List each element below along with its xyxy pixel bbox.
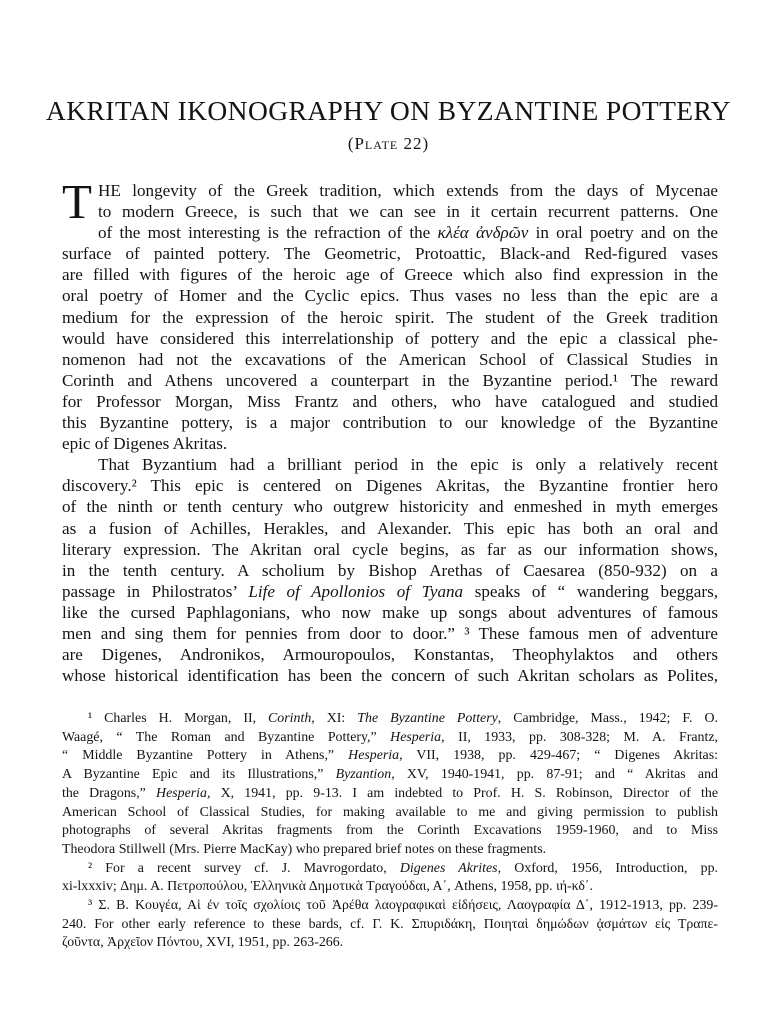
- text-line: as a fusion of Achilles, Herakles, and Alexander. This epic has both an oral and: [62, 518, 718, 538]
- text-line: for Professor Morgan, Miss Frantz and others, who have catalogued and studied: [62, 391, 718, 411]
- text-line: of the ninth or tenth century who outgrew historicity and enmeshed in myth emerges: [62, 497, 718, 517]
- footnote-line: A Byzantine Epic and its Illustrations,” Byzantion, XV, 1940-1941, pp. 87-91; and “ Akritas and: [62, 767, 718, 783]
- article-title: AKRITAN IKONOGRAPHY ON BYZANTINE POTTERY: [46, 95, 731, 126]
- footnote-line: Theodora Stillwell (Mrs. Pierre MacKay) who prepared brief notes on these fragments.: [62, 841, 547, 857]
- plate-reference: (Plate 22): [347, 134, 430, 153]
- text-line: oral poetry of Homer and the Cyclic epics. Thus vases no less than the epic are a: [62, 286, 718, 306]
- text-line: would have considered this interrelationship of pottery and the epic a classical phe-: [62, 328, 718, 348]
- footnote-line: American School of Classical Studies, for making available to me and giving permission to publish: [62, 804, 718, 820]
- text-line: are Digenes, Andronikos, Armouropoulos, Konstantas, Theophylaktos and others: [62, 645, 718, 665]
- text-line: this Byzantine pottery, is a major contribution to our knowledge of the Byzantine: [62, 413, 718, 433]
- footnote-line: photographs of several Akritas fragments from the Corinth Excavations 1959-1960, and to Miss: [62, 823, 718, 839]
- book-title: Life of Apollonios of Tyana: [248, 581, 464, 601]
- article-body: [62, 174, 718, 686]
- text-line: literary expression. The Akritan oral cycle begins, as far as our information shows,: [62, 539, 718, 559]
- footnote-line: ² For a recent survey cf. J. Mavrogordato, Digenes Akrites, Oxford, 1956, Introduction, pp.: [88, 860, 718, 876]
- text-line: whose historical identification has been the concern of such Akritan scholars as Polites,: [62, 666, 718, 686]
- text-line: nomenon had not the excavations of the American School of Classical Studies in: [62, 349, 718, 369]
- text-line: That Byzantium had a brilliant period in the epic is only a relatively recent: [98, 455, 718, 475]
- text-line: medium for the expression of the heroic spirit. The student of the Greek tradition: [62, 307, 718, 327]
- text-line: of the most interesting is the refraction of the κλέα ἀνδρῶν in oral poetry and on the: [98, 223, 718, 243]
- text-line: HE longevity of the Greek tradition, which extends from the days of Mycenae: [98, 181, 718, 200]
- text-line: surface of painted pottery. The Geometric, Protoattic, Black-and Red-figured vases: [62, 244, 718, 264]
- greek-phrase: κλέα ἀνδρῶν: [437, 223, 529, 243]
- footnote-line: “ Middle Byzantine Pottery in Athens,” Hesperia, VII, 1938, pp. 429-467; “ Digenes Akritas:: [62, 748, 718, 764]
- footnote-line: ¹ Charles H. Morgan, II, Corinth, XI: The Byzantine Pottery, Cambridge, Mass., 1942; F. O.: [88, 711, 718, 726]
- text-line: men and sing them for pennies from door to door.” ³ These famous men of adventure: [62, 623, 718, 643]
- text-line: to modern Greece, is such that we can see in it certain recurrent patterns. One: [98, 202, 718, 222]
- footnote-line: 240. For other early reference to these bards, cf. Γ. Κ. Σπυριδάκη, Ποιηταὶ δημώδων ᾀσμάτων εἰς Τραπε-: [62, 916, 719, 932]
- text-line: like the cursed Paphlagonians, who now make up songs about adventures of famous: [62, 602, 718, 622]
- text-line: Corinth and Athens uncovered a counterpart in the Byzantine period.¹ The reward: [62, 370, 718, 390]
- text-line: epic of Digenes Akritas.: [62, 434, 228, 454]
- text-line: are filled with figures of the heroic age of Greece which also find expression in the: [62, 265, 718, 285]
- footnote-line: Waagé, “ The Roman and Byzantine Pottery,” Hesperia, II, 1933, pp. 308-328; M. A. Frantz,: [62, 729, 718, 745]
- footnote-line: xi-lxxxiv; Δημ. Α. Πετροπούλου, Ἑλληνικὰ Δημοτικὰ Τραγούδαι, Α΄, Athens, 1958, pp. ιή-κδ΄.: [62, 879, 593, 895]
- footnote-line: ζοῦντα, Ἀρχεῖον Πόντου, XVI, 1951, pp. 263-266.: [62, 935, 344, 951]
- text-line: passage in Philostratos’ Life of Apollonios of Tyana speaks of “ wandering beggars,: [62, 581, 718, 601]
- drop-cap: T: [62, 174, 92, 229]
- text-line: discovery.² This epic is centered on Digenes Akritas, the Byzantine frontier hero: [62, 476, 718, 496]
- text-line: in the tenth century. A scholium by Bishop Arethas of Caesarea (850-932) on a: [62, 560, 718, 580]
- footnotes: [62, 710, 718, 953]
- footnote-line: ³ Σ. Β. Κουγέα, Αἱ ἐν τοῖς σχολίοις τοῦ Ἀρέθα λαογραφικαὶ εἰδήσεις, Λαογραφία Δ΄, 1912-1913, pp. 239-: [88, 898, 718, 914]
- footnote-line: the Dragons,” Hesperia, X, 1941, pp. 9-13. I am indebted to Prof. H. S. Robinson, Director of the: [62, 785, 718, 801]
